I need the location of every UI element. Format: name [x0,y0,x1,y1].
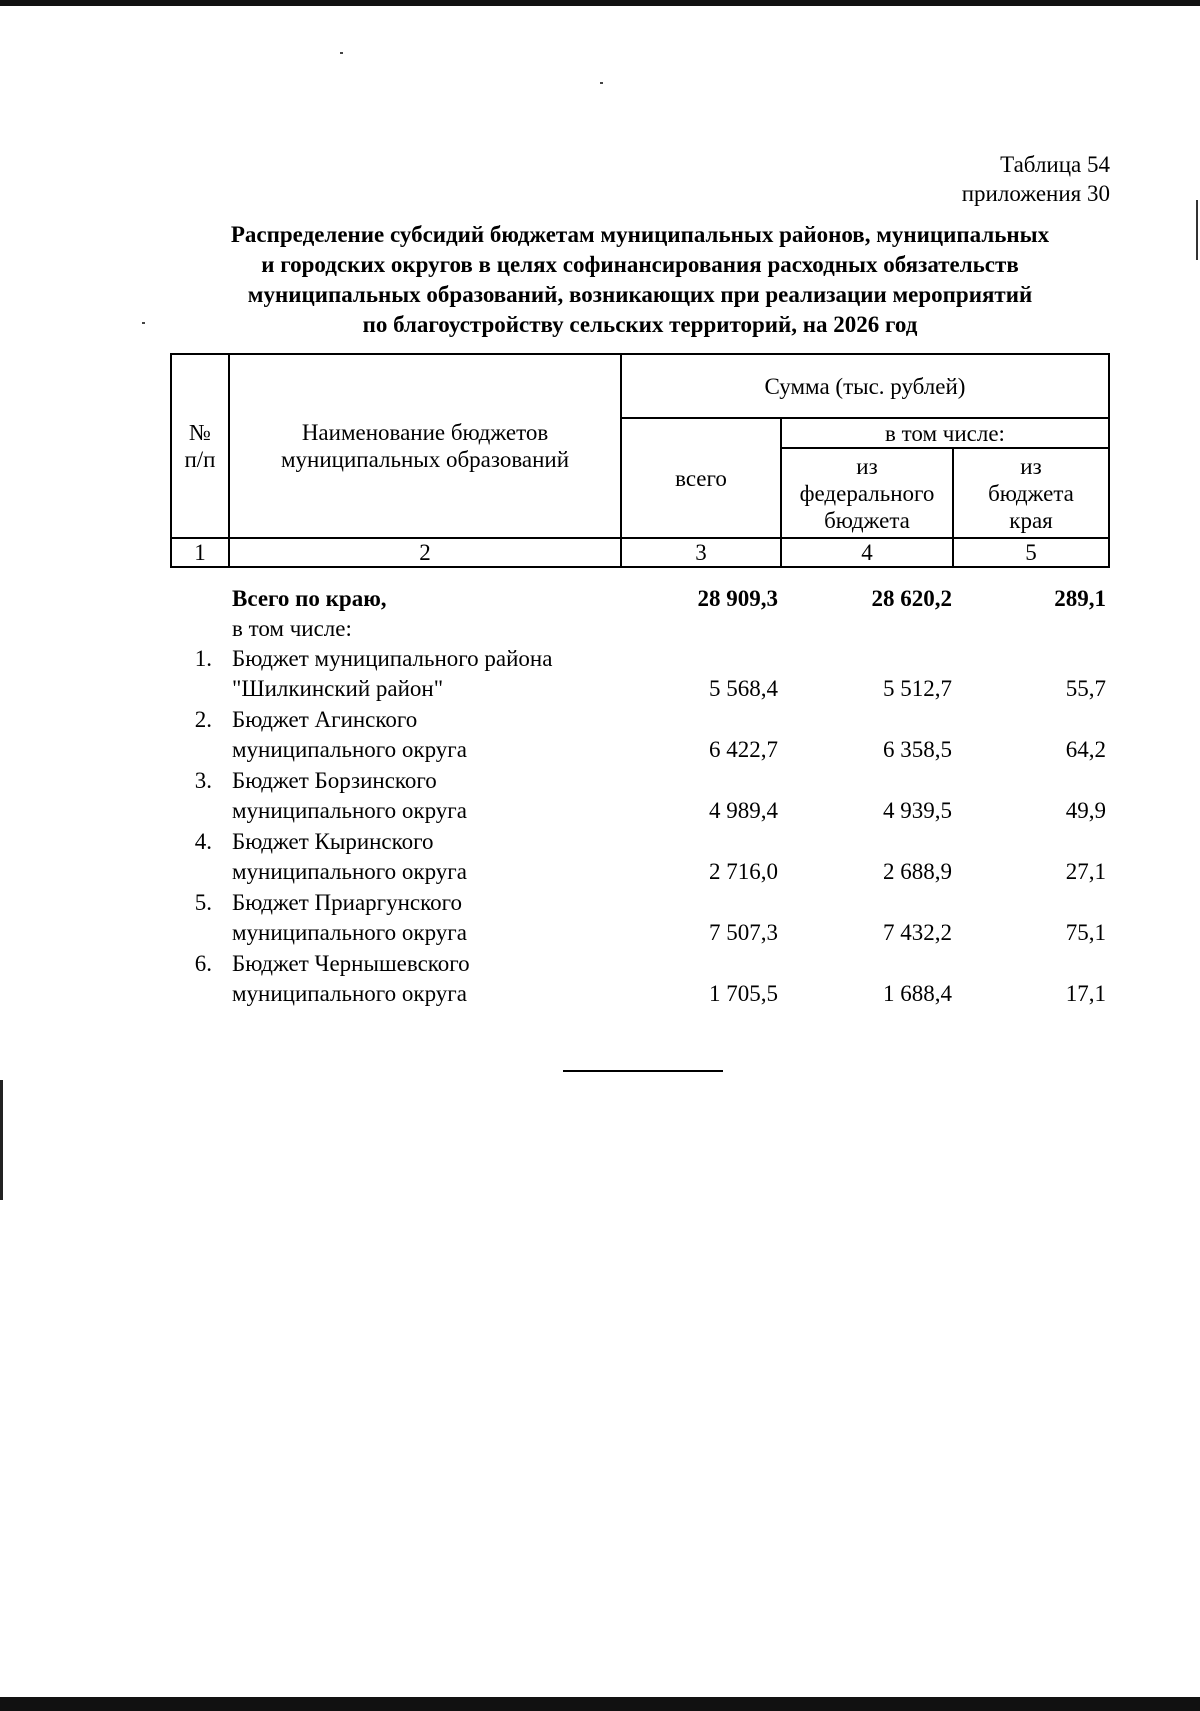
header-regional: из бюджета края [953,448,1109,538]
column-number: 3 [621,538,781,567]
end-of-table-rule [563,1070,723,1072]
header-sum: Сумма (тыс. рублей) [621,354,1109,418]
row-name-line1: Бюджет муниципального района [232,646,553,671]
row-name-line2: муниципального округа [232,981,467,1006]
row-value-all: 1 705,5 [709,981,778,1006]
total-value-federal: 28 620,2 [871,586,952,611]
row-number: 2. [194,707,212,732]
row-value-federal: 2 688,9 [883,859,952,884]
row-value-federal: 7 432,2 [883,920,952,945]
table-number: Таблица 54 [1000,152,1110,177]
row-name-line1: Бюджет Агинского [232,707,418,732]
header-total: всего [621,418,781,538]
row-name-line2: муниципального округа [232,920,467,945]
row-value-all: 5 568,4 [709,676,778,701]
document-title [160,220,1120,340]
row-value-federal: 4 939,5 [883,798,952,823]
row-number: 4. [194,829,212,854]
row-number: 3. [194,768,212,793]
row-name-line2: муниципального округа [232,798,467,823]
scan-border-bottom [0,1697,1200,1711]
scan-edge-right [1196,200,1198,260]
title-line: муниципальных образований, возникающих при реализации мероприятий [247,282,1033,307]
table-reference [880,150,1110,208]
scan-speck [340,52,343,54]
header-federal: из федерального бюджета [781,448,953,538]
total-label: Всего по краю, [232,586,387,611]
row-name-line1: Бюджет Кыринского [232,829,434,854]
row-number: 1. [194,646,212,671]
scan-edge-left [0,1080,3,1200]
title-line: и городских округов в целях софинансирования расходных обязательств [261,252,1019,277]
row-value-all: 4 989,4 [709,798,778,823]
total-value-all: 28 909,3 [697,586,778,611]
row-number: 5. [194,890,212,915]
row-name-line2: "Шилкинский район" [232,676,444,701]
row-value-federal: 6 358,5 [883,737,952,762]
column-number: 5 [953,538,1109,567]
row-value-regional: 49,9 [1065,798,1106,823]
scan-border-top [0,0,1200,6]
scan-speck [600,82,603,84]
row-value-all: 2 716,0 [709,859,778,884]
row-value-all: 6 422,7 [709,737,778,762]
row-value-regional: 17,1 [1065,981,1106,1006]
title-line: Распределение субсидий бюджетам муниципальных районов, муниципальных [230,222,1050,247]
title-line: по благоустройству сельских территорий, на 2026 год [362,312,918,337]
header-name: Наименование бюджетов муниципальных образований [229,354,621,538]
scan-speck [142,322,145,324]
row-name-line1: Бюджет Приаргунского [232,890,462,915]
row-value-all: 7 507,3 [709,920,778,945]
row-value-regional: 27,1 [1065,859,1106,884]
row-name-line2: муниципального округа [232,737,467,762]
header-no: № п/п [171,354,229,538]
header-including: в том числе: [781,418,1109,448]
row-name-line1: Бюджет Чернышевского [232,951,470,976]
column-number: 1 [171,538,229,567]
appendix-number: приложения 30 [961,181,1110,206]
row-name-line1: Бюджет Борзинского [232,768,437,793]
column-number: 4 [781,538,953,567]
row-value-regional: 64,2 [1065,737,1106,762]
row-value-regional: 55,7 [1065,676,1106,701]
row-value-federal: 5 512,7 [883,676,952,701]
total-value-regional: 289,1 [1054,586,1106,611]
table-header [170,353,1110,568]
row-value-federal: 1 688,4 [883,981,952,1006]
including-label: в том числе: [232,616,352,641]
row-value-regional: 75,1 [1065,920,1106,945]
row-number: 6. [194,951,212,976]
row-name-line2: муниципального округа [232,859,467,884]
column-number: 2 [229,538,621,567]
